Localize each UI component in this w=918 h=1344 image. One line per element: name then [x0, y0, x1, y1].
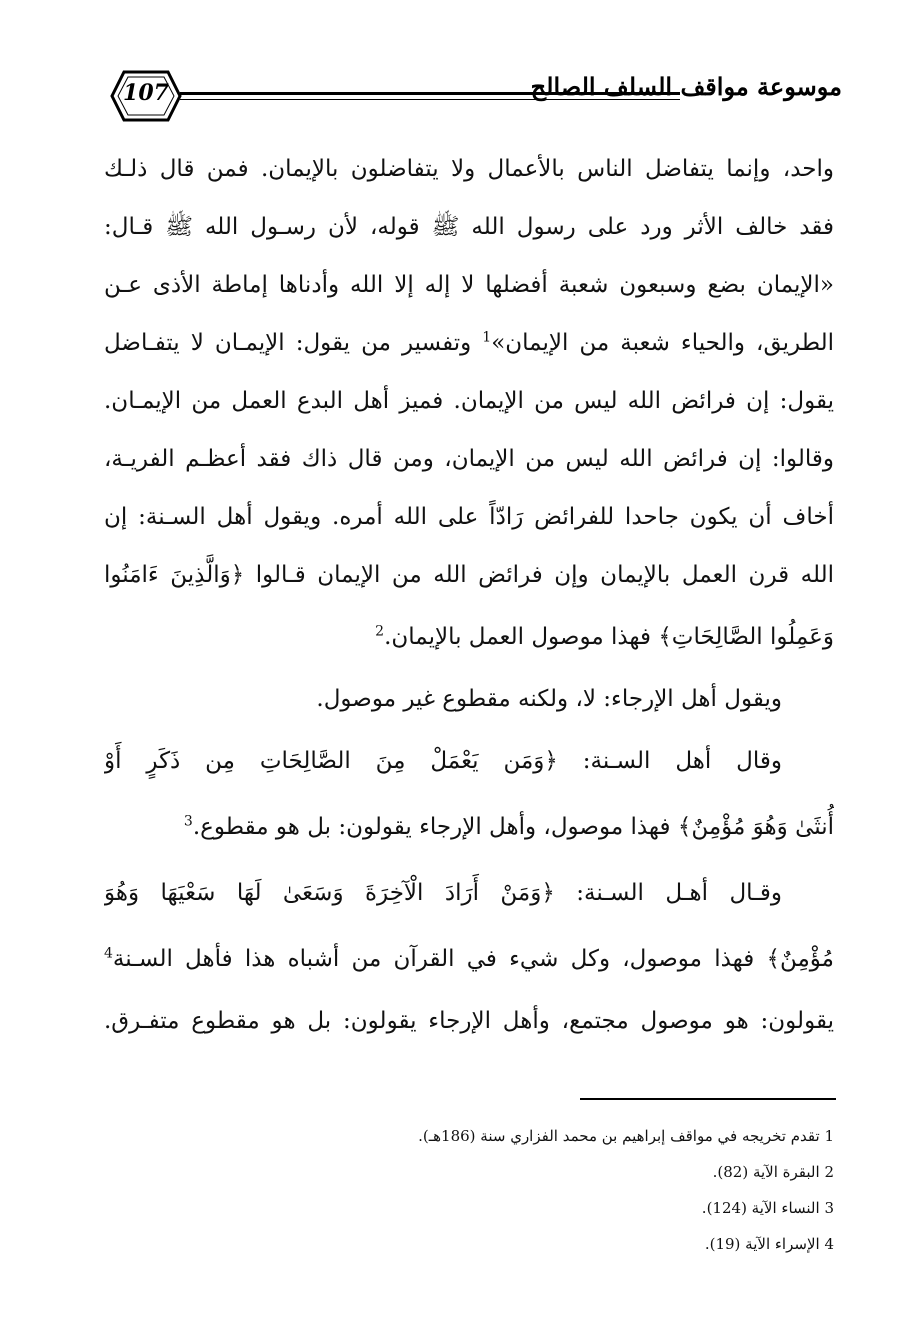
text-line [104, 604, 834, 670]
text-line: يقول: إن فرائض الله ليس من الإيمان. فميز أهل البدع العمل من الإيمـان. [104, 388, 834, 414]
footnote [104, 1118, 834, 1154]
text-line: «الإيمان بضع وسبعون شعبة أفضلها لا إله إلا الله وأدناها إماطة الأذى عـن [104, 272, 834, 298]
text-line: فقد خالف الأثر ورد على رسول الله ﷺ قوله، لأن رسـول الله ﷺ قـال: [104, 214, 834, 240]
footnote-ref: 1 [482, 329, 492, 346]
text-line-content: مُؤْمِنٌ﴾ فهذا موصول، وكل شيء في القرآن من أشباه هذا فأهل السـنة [112, 946, 834, 972]
footnote-number: 3 [824, 1199, 834, 1217]
text-segment: الطريق، والحياء شعبة من الإيمان» [491, 330, 834, 356]
footnote-number: 2 [824, 1163, 834, 1181]
text-line: يقولون: هو موصول مجتمع، وأهل الإرجاء يقولون: بل هو مقطوع متفـرق. [104, 1008, 834, 1034]
footnote-text: الإسراء الآية (19). [704, 1235, 820, 1253]
text-line [104, 926, 834, 992]
text-line-content: أُنثَىٰ وَهُوَ مُؤْمِنٌ﴾ فهذا موصول، وأهل الإرجاء يقولون: بل هو مقطوع. [192, 814, 834, 840]
body-text [104, 140, 834, 1050]
footnote-text: البقرة الآية (82). [712, 1163, 820, 1181]
footnote [104, 1226, 834, 1262]
footnote [104, 1190, 834, 1226]
footnote-text: تقدم تخريجه في مواقف إبراهيم بن محمد الفزاري سنة (186هـ). [418, 1127, 820, 1145]
text-line: وقالوا: إن فرائض الله ليس من الإيمان، ومن قال ذاك فقد أعظـم الفريـة، [104, 446, 834, 472]
page-header [100, 62, 842, 132]
text-segment: وتفسير من يقول: الإيمـان لا يتفـاضل [104, 330, 483, 356]
footnote-ref: 2 [375, 623, 385, 640]
text-line-content [104, 330, 834, 356]
page-number: 107 [123, 80, 169, 106]
text-line [104, 314, 834, 372]
footnote-number: 4 [824, 1235, 834, 1253]
footnote-ref: 3 [183, 813, 193, 830]
text-line: وقـال أهـل السـنة: ﴿وَمَنْ أَرَادَ الْآخِرَةَ وَسَعَىٰ لَهَا سَعْيَهَا وَهُوَ [104, 880, 782, 906]
footnote-number: 1 [824, 1127, 834, 1145]
text-line: أخاف أن يكون جاحدا للفرائض رَادّاً على الله أمره. ويقول أهل السـنة: إن [104, 504, 834, 530]
text-line: واحد، وإنما يتفاضل الناس بالأعمال ولا يتفاضلون بالإيمان. فمن قال ذلـك [104, 156, 834, 182]
page-number-badge [110, 68, 182, 124]
series-title: موسوعة مواقف السلف الصالح [530, 72, 842, 101]
text-line: ويقول أهل الإرجاء: لا، ولكنه مقطوع غير موصول. [316, 686, 782, 712]
text-line: الله قرن العمل بالإيمان وإن فرائض الله من الإيمان قـالوا ﴿وَالَّذِينَ ءَامَنُوا [104, 562, 834, 588]
footnotes [104, 1118, 834, 1262]
text-line: وقال أهل السـنة: ﴿وَمَن يَعْمَلْ مِنَ الصَّالِحَاتِ مِن ذَكَرٍ أَوْ [104, 748, 782, 774]
footnote-ref: 4 [104, 945, 113, 962]
text-line-content: وَعَمِلُوا الصَّالِحَاتِ﴾ فهذا موصول العمل بالإيمان. [384, 624, 834, 650]
text-line [104, 794, 834, 860]
footnote-text: النساء الآية (124). [701, 1199, 820, 1217]
footnote [104, 1154, 834, 1190]
footnote-separator [580, 1098, 836, 1100]
